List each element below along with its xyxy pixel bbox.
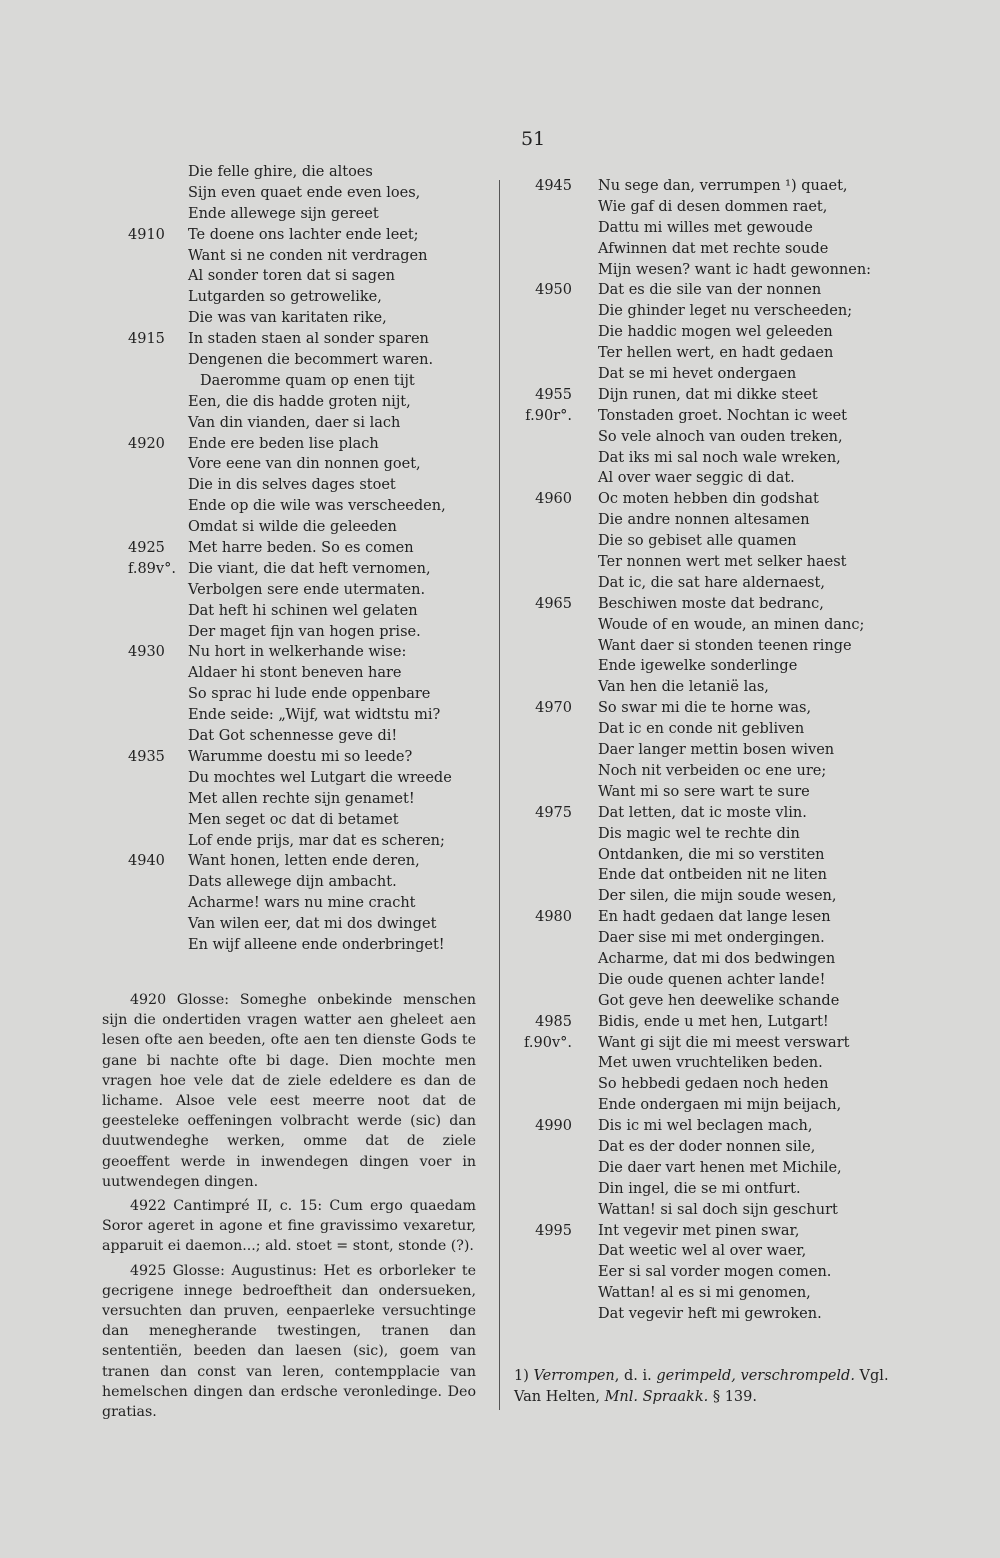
verse-text: Ende seide: „Wijf, wat widtstu mi? [188, 707, 441, 724]
verse-text: Want daer si stonden teenen ringe [598, 637, 852, 654]
verse-line [100, 371, 490, 392]
verse-text: Afwinnen dat met rechte soude [598, 240, 829, 257]
verse-text: Dattu mi willes met gewoude [598, 219, 813, 236]
verse-number: f.90v°. [524, 1034, 572, 1051]
footnote-marker: 1) [514, 1368, 529, 1384]
verse-text: So swar mi die te horne was, [598, 700, 812, 717]
verse-line [510, 677, 890, 698]
verse-line [100, 893, 490, 914]
verse-text: Eer si sal vorder mogen comen. [598, 1264, 832, 1281]
verse-line [510, 364, 890, 385]
verse-line [510, 510, 890, 531]
verse-line [100, 726, 490, 747]
verse-line [100, 287, 490, 308]
verse-line [100, 663, 490, 684]
verse-line [100, 831, 490, 852]
verse-number: 4930 [128, 644, 165, 661]
verse-line [100, 266, 490, 287]
verse-text: Die haddic mogen wel geleeden [598, 324, 833, 341]
page-number: 51 [521, 128, 546, 150]
verse-text: Die so gebiset alle quamen [598, 533, 797, 550]
verse-text: Warumme doestu mi so leede? [188, 748, 413, 765]
verse-text: Int vegevir met pinen swar, [598, 1222, 800, 1239]
verse-number: 4955 [535, 386, 572, 403]
verse-text: Die felle ghire, die altoes [188, 164, 373, 180]
verse-line [510, 615, 890, 636]
commentary-notes [102, 990, 476, 1426]
verse-line [100, 768, 490, 789]
verse-line [100, 475, 490, 496]
verse-line [100, 308, 490, 329]
verse-text: Van din vianden, daer si lach [188, 414, 401, 431]
verse-text: Want gi sijt die mi meest verswart [598, 1034, 850, 1051]
verse-number: 4965 [535, 595, 572, 612]
verse-text: Lutgarden so getrowelike, [188, 289, 382, 306]
verse-line [100, 246, 490, 267]
verse-line [100, 872, 490, 893]
verse-number: 4960 [535, 491, 572, 508]
verse-line [100, 434, 490, 455]
verse-line [510, 698, 890, 719]
verse-line [510, 427, 890, 448]
verse-line [510, 176, 890, 197]
note-4925: 4925 Glosse: Augustinus: Het es orborleker te gecrigene innege bedroeftheit dan ondersueken, versuchten dan pruven, eenpaerleke versuchtinge dan menegherande twestingen, tranen dan sententiën, beeden dan laesen (sic), goem van tranen dan const van leren, contempplacie van hemelschen dingen dan erdsche veronledinge. Deo gratias. [102, 1262, 476, 1421]
verse-text: Mijn wesen? want ic hadt gewonnen: [598, 261, 872, 278]
verse-line [510, 886, 890, 907]
verse-line [510, 1221, 890, 1242]
verse-line [510, 239, 890, 260]
verse-line [100, 413, 490, 434]
verse-line [510, 1241, 890, 1262]
verse-text: Dat weetic wel al over waer, [598, 1243, 807, 1260]
verse-line [510, 1095, 890, 1116]
footnote-ref-title: Mnl. Spraakk. [604, 1389, 709, 1405]
verse-line [510, 1012, 890, 1033]
verse-line [510, 1116, 890, 1137]
verse-line [510, 280, 890, 301]
verse-text: En wijf alleene ende onderbringet! [188, 936, 445, 953]
verse-text: Te doene ons lachter ende leet; [188, 226, 419, 243]
verse-line [100, 601, 490, 622]
verse-text: Der maget fijn van hogen prise. [188, 623, 421, 640]
verse-line [100, 914, 490, 935]
verse-text: Daeromme quam op enen tijt [200, 372, 415, 389]
verse-line [510, 656, 890, 677]
verse-line [510, 636, 890, 657]
verse-text: Een, die dis hadde groten nijt, [188, 393, 411, 410]
verse-text: Dat se mi hevet ondergaen [598, 366, 797, 383]
verse-line [100, 496, 490, 517]
verse-text: Die ghinder leget nu verscheeden; [598, 303, 853, 320]
verse-line [510, 218, 890, 239]
column-divider [499, 180, 500, 1410]
verse-text: Du mochtes wel Lutgart die wreede [188, 769, 452, 786]
verse-line [100, 204, 490, 225]
verse-text: Dat ic en conde nit gebliven [598, 721, 805, 738]
verse-line [100, 162, 490, 183]
verse-line [510, 719, 890, 740]
verse-text: Dat heft hi schinen wel gelaten [188, 602, 418, 619]
verse-text: Dat letten, dat ic moste vlin. [598, 804, 807, 821]
verse-line [510, 468, 890, 489]
verse-text: Din ingel, die se mi ontfurt. [598, 1180, 801, 1197]
verse-line [510, 552, 890, 573]
verse-line [510, 1137, 890, 1158]
verse-line [510, 970, 890, 991]
verse-line [510, 260, 890, 281]
verse-text: Dis magic wel te rechte din [598, 825, 800, 842]
verse-number: f.90r°. [525, 407, 572, 424]
verse-line [510, 385, 890, 406]
verse-text: In staden staen al sonder sparen [188, 331, 429, 348]
verse-line [100, 622, 490, 643]
verse-text: Dat vegevir heft mi gewroken. [598, 1306, 822, 1323]
verse-text: Dat ic, die sat hare aldernaest, [598, 574, 825, 591]
verse-text: Want si ne conden nit verdragen [188, 247, 428, 264]
verse-line [510, 1200, 890, 1221]
verse-line [510, 343, 890, 364]
verse-text: Die viant, die dat heft vernomen, [188, 560, 431, 577]
verse-text: Die andre nonnen altesamen [598, 512, 810, 529]
verse-text: Van wilen eer, dat mi dos dwinget [188, 916, 437, 933]
verse-text: Dat es der doder nonnen sile, [598, 1138, 816, 1155]
verse-line [510, 928, 890, 949]
left-verse-column [100, 162, 490, 956]
verse-text: Al sonder toren dat si sagen [188, 268, 395, 285]
verse-number: 4980 [535, 909, 572, 926]
verse-line [510, 573, 890, 594]
verse-text: Der silen, die mijn soude wesen, [598, 888, 837, 905]
verse-number: 4945 [535, 178, 572, 194]
verse-line [510, 197, 890, 218]
verse-text: Nu hort in welkerhande wise: [188, 644, 407, 661]
verse-text: Ter nonnen wert met selker haest [598, 554, 847, 571]
verse-number: 4915 [128, 331, 165, 348]
verse-number: 4975 [535, 804, 572, 821]
verse-text: Got geve hen deewelike schande [598, 992, 840, 1009]
verse-line [510, 949, 890, 970]
verse-line [510, 448, 890, 469]
verse-text: Dis ic mi wel beclagen mach, [598, 1118, 813, 1135]
verse-line [510, 406, 890, 427]
verse-text: Dat iks mi sal noch wale wreken, [598, 449, 841, 466]
verse-text: Ende ondergaen mi mijn beijach, [598, 1097, 842, 1114]
verse-text: Die was van karitaten rike, [188, 310, 387, 327]
verse-text: Omdat si wilde die geleeden [188, 519, 397, 536]
verse-line [510, 1053, 890, 1074]
verse-line [510, 845, 890, 866]
verse-line [510, 803, 890, 824]
verse-line [510, 301, 890, 322]
verse-line [100, 851, 490, 872]
verse-line [100, 225, 490, 246]
verse-text: En hadt gedaen dat lange lesen [598, 909, 831, 926]
verse-text: Vore eene van din nonnen goet, [188, 456, 421, 473]
verse-text: Woude of en woude, an minen danc; [598, 616, 865, 633]
verse-line [510, 1179, 890, 1200]
verse-line [510, 907, 890, 928]
verse-line [510, 865, 890, 886]
verse-text: Acharme! wars nu mine cracht [188, 895, 416, 912]
verse-line [100, 183, 490, 204]
verse-text: Die oude quenen achter lande! [598, 971, 826, 988]
verse-line [100, 642, 490, 663]
verse-number: 4990 [535, 1118, 572, 1135]
verse-text: Dengenen die becommert waren. [188, 352, 434, 369]
verse-text: Die in dis selves dages stoet [188, 477, 396, 494]
verse-line [510, 1262, 890, 1283]
verse-line [100, 580, 490, 601]
verse-text: Bidis, ende u met hen, Lutgart! [598, 1013, 829, 1030]
verse-number: 4940 [128, 853, 165, 870]
verse-text: Lof ende prijs, mar dat es scheren; [188, 832, 445, 849]
verse-text: Noch nit verbeiden oc ene ure; [598, 762, 827, 779]
verse-text: Dat es die sile van der nonnen [598, 282, 822, 299]
verse-text: Met uwen vruchteliken beden. [598, 1055, 823, 1072]
verse-line [100, 810, 490, 831]
right-verse-column [510, 176, 890, 1325]
verse-line [510, 740, 890, 761]
verse-line [510, 761, 890, 782]
verse-number: 4970 [535, 700, 572, 717]
verse-text: Tonstaden groet. Nochtan ic weet [598, 407, 847, 424]
verse-text: Wie gaf di desen dommen raet, [598, 198, 828, 215]
verse-text: So hebbedi gedaen noch heden [598, 1076, 829, 1093]
footnote-mid: , d. i. [614, 1368, 657, 1384]
verse-line [100, 392, 490, 413]
verse-number: 4995 [535, 1222, 572, 1239]
verse-line [100, 538, 490, 559]
verse-text: So sprac hi lude ende oppenbare [188, 686, 431, 703]
verse-text: Wattan! al es si mi genomen, [598, 1285, 811, 1302]
verse-line [100, 789, 490, 810]
verse-number: 4910 [128, 226, 165, 243]
verse-text: Ende dat ontbeiden nit ne liten [598, 867, 827, 884]
verse-text: Sijn even quaet ende even loes, [188, 184, 421, 201]
verse-number: f.89v°. [128, 560, 176, 577]
footnote-ref-pre: Vgl. Van Helten, [514, 1368, 889, 1405]
verse-number: 4925 [128, 540, 165, 557]
verse-text: Al over waer seggic di dat. [598, 470, 795, 487]
verse-text: Met harre beden. So es comen [188, 540, 414, 557]
verse-text: Dijn runen, dat mi dikke steet [598, 386, 818, 403]
verse-number: 4935 [128, 748, 165, 765]
verse-number: 4985 [535, 1013, 572, 1030]
verse-text: Van hen die letanië las, [598, 679, 769, 696]
verse-line [510, 1074, 890, 1095]
verse-line [510, 782, 890, 803]
verse-text: Daer langer mettin bosen wiven [598, 742, 835, 759]
verse-text: Ter hellen wert, en hadt gedaen [598, 345, 834, 362]
verse-text: Daer sise mi met ondergingen. [598, 930, 825, 947]
verse-line [100, 329, 490, 350]
verse-text: Want honen, letten ende deren, [188, 853, 420, 870]
verse-line [100, 747, 490, 768]
verse-text: So vele alnoch van ouden treken, [598, 428, 843, 445]
verse-text: Ontdanken, die mi so verstiten [598, 846, 825, 863]
note-4922: 4922 Cantimpré II, c. 15: Cum ergo quaedam Soror ageret in agone et fine gravissimo vexaretur, apparuit ei daemon...; ald. stoet = stont, stonde (?). [102, 1198, 476, 1255]
verse-text: Ende igewelke sonderlinge [598, 658, 798, 675]
footnote-term: Verrompen [533, 1368, 615, 1384]
verse-line [100, 559, 490, 580]
verse-text: Men seget oc dat di betamet [188, 811, 399, 828]
verse-line [100, 454, 490, 475]
verse-text: Dats allewege dijn ambacht. [188, 874, 397, 891]
verse-line [100, 350, 490, 371]
verse-line [100, 517, 490, 538]
verse-line [100, 935, 490, 956]
verse-line [510, 594, 890, 615]
verse-text: Aldaer hi stont beneven hare [188, 665, 402, 682]
verse-text: Ende op die wile was verscheeden, [188, 498, 446, 515]
verse-line [100, 705, 490, 726]
note-4920: 4920 Glosse: Someghe onbekinde menschen sijn die ondertiden vragen watter aen gheleet aen lesen ofte aen beeden, ofte aen ten dienste Gods te gane bi nachte ofte bi dage. Dien mochte men vragen hoe vele dat de ziele edeldere es dan de lichame. Alsoe vele eest meerre noot dat de geesteleke oeffeningen volbracht werde (sic) dan duutwendeghe werken, omme dat de ziele geoeffent werde in inwendegen dingen voer in uutwendegen dingen. [102, 992, 476, 1190]
verse-line [510, 531, 890, 552]
verse-line [510, 1033, 890, 1054]
verse-line [510, 1283, 890, 1304]
verse-text: Verbolgen sere ende utermaten. [188, 581, 426, 598]
verse-text: Want mi so sere wart te sure [598, 783, 810, 800]
verse-number: 4950 [535, 282, 572, 299]
verse-text: Ende ere beden lise plach [188, 435, 379, 452]
verse-text: Met allen rechte sijn genamet! [188, 790, 415, 807]
verse-line [510, 824, 890, 845]
verse-text: Die daer vart henen met Michile, [598, 1159, 842, 1176]
verse-text: Ende allewege sijn gereet [188, 205, 379, 222]
verse-text: Beschiwen moste dat bedranc, [598, 595, 824, 612]
verse-text: Dat Got schennesse geve di! [188, 728, 398, 745]
verse-number: 4920 [128, 435, 165, 452]
verse-line [510, 991, 890, 1012]
footnote [514, 1366, 894, 1408]
verse-text: Wattan! si sal doch sijn geschurt [598, 1201, 838, 1218]
verse-line [510, 322, 890, 343]
verse-line [510, 489, 890, 510]
footnote-ref-post: § 139. [708, 1389, 757, 1405]
verse-line [510, 1158, 890, 1179]
footnote-gloss: gerimpeld, verschrompeld. [656, 1368, 855, 1384]
verse-text: Acharme, dat mi dos bedwingen [598, 950, 836, 967]
verse-line [100, 684, 490, 705]
verse-text: Nu sege dan, verrumpen ¹) quaet, [598, 178, 848, 194]
verse-line [510, 1304, 890, 1325]
verse-text: Oc moten hebben din godshat [598, 491, 819, 508]
